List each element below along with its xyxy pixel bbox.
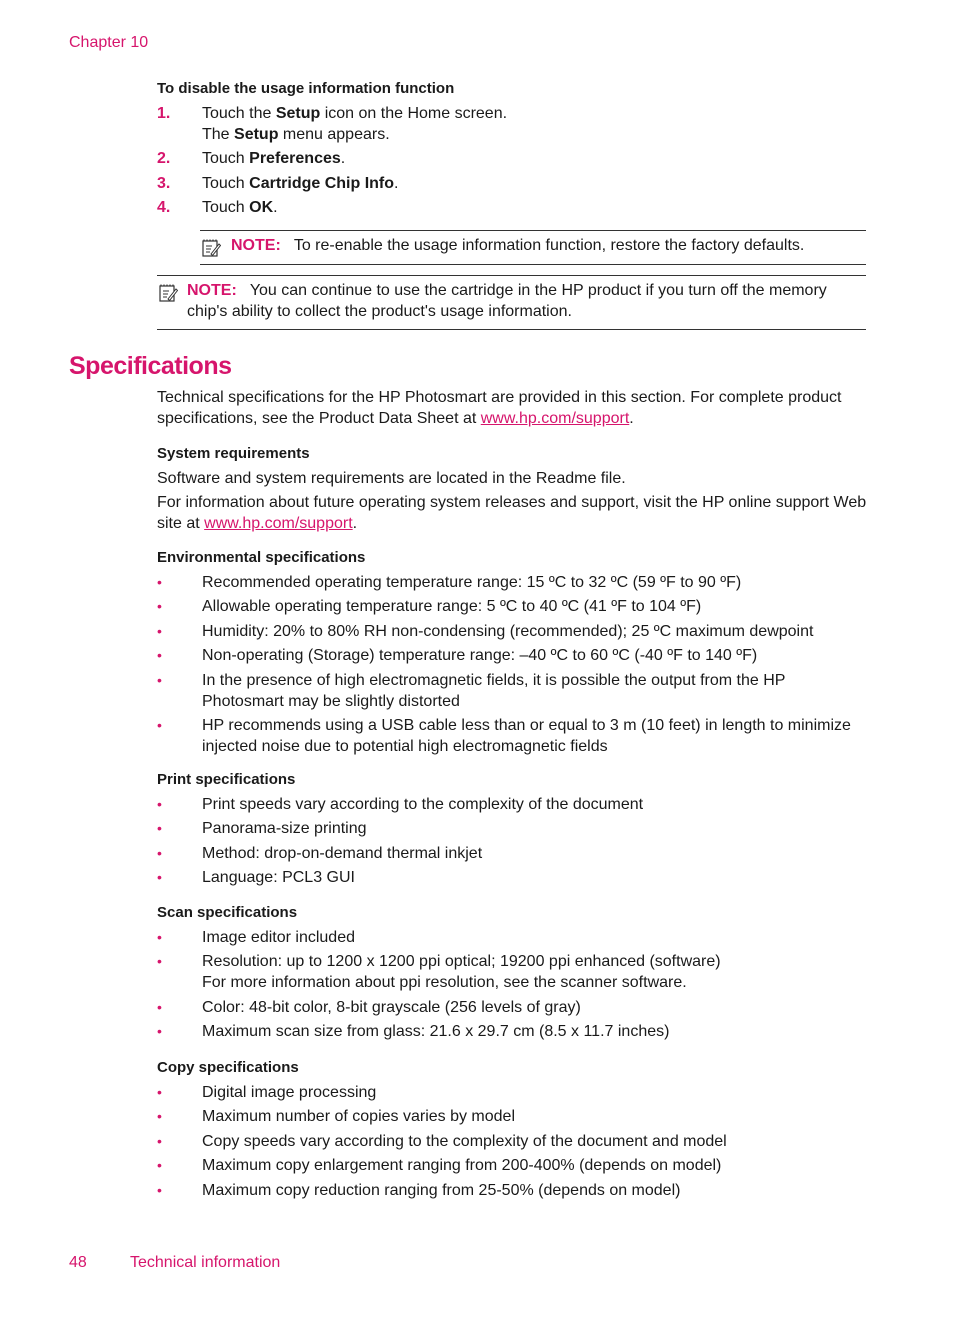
list-item [157, 818, 867, 839]
page-number: 48 [69, 1254, 87, 1271]
list-item [157, 867, 867, 888]
note-pad-icon [158, 283, 178, 303]
step-number: 2. [157, 150, 171, 168]
note-label: NOTE: [187, 282, 237, 299]
step-bold: Preferences [249, 150, 341, 168]
intro-text: Technical specifications for the HP Photosmart are provided in this section. For complete product specifications, see the Product Data Sheet at [157, 389, 842, 427]
copy-list [157, 1082, 867, 1201]
list-item-text: Maximum number of copies varies by model [202, 1108, 516, 1126]
step-text: Touch the [202, 105, 276, 122]
list-item-text: Maximum copy reduction ranging from 25-50% (depends on model) [202, 1181, 681, 1199]
list-item-text: Humidity: 20% to 80% RH non-condensing (recommended); 25 ºC maximum dewpoint [202, 622, 814, 640]
list-item-text: Language: PCL3 GUI [202, 869, 355, 887]
list-item-text: Method: drop-on-demand thermal inkjet [202, 844, 483, 862]
chapter-header: Chapter 10 [69, 34, 149, 51]
bullet: • [157, 716, 162, 733]
step-text: Touch [202, 150, 250, 168]
environmental-list [157, 572, 867, 757]
list-item-text: Non-operating (Storage) temperature range: –40 ºC to 60 ºC (-40 ºF to 140 ºF) [202, 647, 758, 665]
system-requirements-section [157, 443, 867, 534]
step-item [157, 173, 867, 194]
list-item [157, 621, 867, 642]
bullet: • [157, 1181, 162, 1198]
step-number: 3. [157, 174, 171, 192]
intro-paragraph [157, 387, 867, 429]
list-item [157, 1106, 867, 1127]
bullet: • [157, 998, 162, 1015]
bullet: • [157, 1132, 162, 1149]
bullet: • [157, 796, 162, 812]
step-text: . [394, 174, 399, 192]
section-title: Specifications [69, 352, 232, 380]
environmental-section [157, 547, 867, 760]
list-item [157, 927, 867, 948]
bullet: • [157, 671, 162, 688]
step-text: . [340, 150, 346, 168]
list-item-text: Maximum scan size from glass: 21.6 x 29.7 cm (8.5 x 11.7 inches) [202, 1023, 670, 1041]
bullet: • [157, 647, 162, 664]
step-number: 4. [157, 199, 171, 217]
step-text: icon on the Home screen. [320, 105, 508, 122]
step-item [157, 148, 867, 169]
bullet: • [157, 1023, 162, 1040]
step-bold: Cartridge Chip Info [249, 174, 395, 192]
step-text: Touch [202, 199, 250, 217]
list-item [157, 1082, 867, 1103]
step-number: 1. [157, 105, 171, 122]
note-pad-icon [201, 238, 221, 258]
list-item-text: Copy speeds vary according to the complexity of the document and model [202, 1132, 727, 1150]
step-item [157, 197, 867, 218]
list-item [157, 1131, 867, 1152]
support-link[interactable]: www.hp.com/support [204, 515, 353, 532]
bullet: • [157, 1157, 162, 1174]
bullet: • [157, 953, 162, 970]
list-item [157, 572, 867, 593]
list-item [157, 843, 867, 864]
list-item-text: Image editor included [202, 929, 355, 946]
disable-usage-section [157, 78, 867, 222]
bullet: • [157, 622, 162, 639]
print-list [157, 794, 867, 888]
step-text: Touch [202, 174, 250, 192]
list-item-text: Recommended operating temperature range: 15 ºC to 32 ºC (59 ºF to 90 ºF) [202, 574, 742, 591]
note-label: NOTE: [231, 237, 281, 254]
copy-section [157, 1057, 867, 1204]
list-item [157, 1155, 867, 1176]
system-text: For information about future operating system releases and support, visit the HP online support Web site at [157, 494, 867, 532]
list-item [157, 670, 867, 712]
list-item-note: For more information about ppi resolution, see the scanner software. [202, 974, 687, 992]
list-item [157, 1180, 867, 1201]
step-text: . [273, 199, 278, 217]
list-item-text: HP recommends using a USB cable less than or equal to 3 m (10 feet) in length to minimize injected noise due to potential high electromagnetic fields [202, 716, 851, 755]
specs-intro [157, 387, 867, 429]
bullet: • [157, 1108, 162, 1125]
subsection-heading: System requirements [157, 445, 310, 462]
note-body: You can continue to use the cartridge in the HP product if you turn off the memory chip's ability to collect the product's usage information. [187, 282, 827, 320]
bullet: • [157, 598, 162, 615]
list-item-text: Resolution: up to 1200 x 1200 ppi optical; 19200 ppi enhanced (software) [202, 953, 721, 971]
subsection-heading: Scan specifications [157, 904, 298, 921]
list-item [157, 794, 867, 815]
list-item-text: In the presence of high electromagnetic fields, it is possible the output from the HP Photosmart may be slightly distorted [202, 671, 786, 710]
note-body: To re-enable the usage information function, restore the factory defaults. [293, 237, 805, 254]
list-item [157, 645, 867, 666]
scan-section [157, 902, 867, 1046]
disable-heading: To disable the usage information function [157, 80, 455, 97]
system-paragraph: Software and system requirements are located in the Readme file. [157, 470, 626, 487]
intro-text: . [629, 410, 634, 427]
list-item-text: Color: 48-bit color, 8-bit grayscale (256 levels of gray) [202, 998, 581, 1016]
list-item-text: Panorama-size printing [202, 820, 367, 838]
support-link[interactable]: www.hp.com/support [480, 410, 630, 427]
disable-steps [157, 103, 867, 218]
subsection-heading: Print specifications [157, 771, 296, 788]
list-item-text: Maximum copy enlargement ranging from 200-400% (depends on model) [202, 1157, 722, 1175]
list-item [157, 1021, 867, 1042]
bullet: • [157, 869, 162, 886]
list-item-text: Digital image processing [202, 1084, 377, 1101]
scan-list [157, 927, 867, 1042]
list-item [157, 997, 867, 1018]
step-item [157, 103, 867, 145]
step-text: The [202, 126, 235, 143]
system-text: . [352, 515, 358, 532]
list-item [157, 715, 867, 757]
subsection-heading: Copy specifications [157, 1059, 299, 1076]
subsection-heading: Environmental specifications [157, 549, 366, 566]
bullet: • [157, 820, 162, 837]
bullet: • [157, 844, 162, 861]
list-item [157, 596, 867, 617]
bullet: • [157, 929, 162, 945]
list-item [157, 951, 867, 993]
print-section [157, 769, 867, 892]
footer-section-name: Technical information [130, 1254, 281, 1271]
bullet: • [157, 1084, 162, 1100]
step-bold: Setup [234, 126, 279, 143]
note-outer-text [187, 280, 857, 322]
system-paragraph [157, 492, 867, 534]
step-text: menu appears. [278, 126, 390, 143]
step-bold: OK [249, 199, 274, 217]
list-item-text: Print speeds vary according to the complexity of the document [202, 796, 644, 813]
step-bold: Setup [275, 105, 321, 122]
bullet: • [157, 574, 162, 590]
note-inner-text [231, 235, 861, 256]
list-item-text: Allowable operating temperature range: 5 ºC to 40 ºC (41 ºF to 104 ºF) [202, 598, 702, 616]
